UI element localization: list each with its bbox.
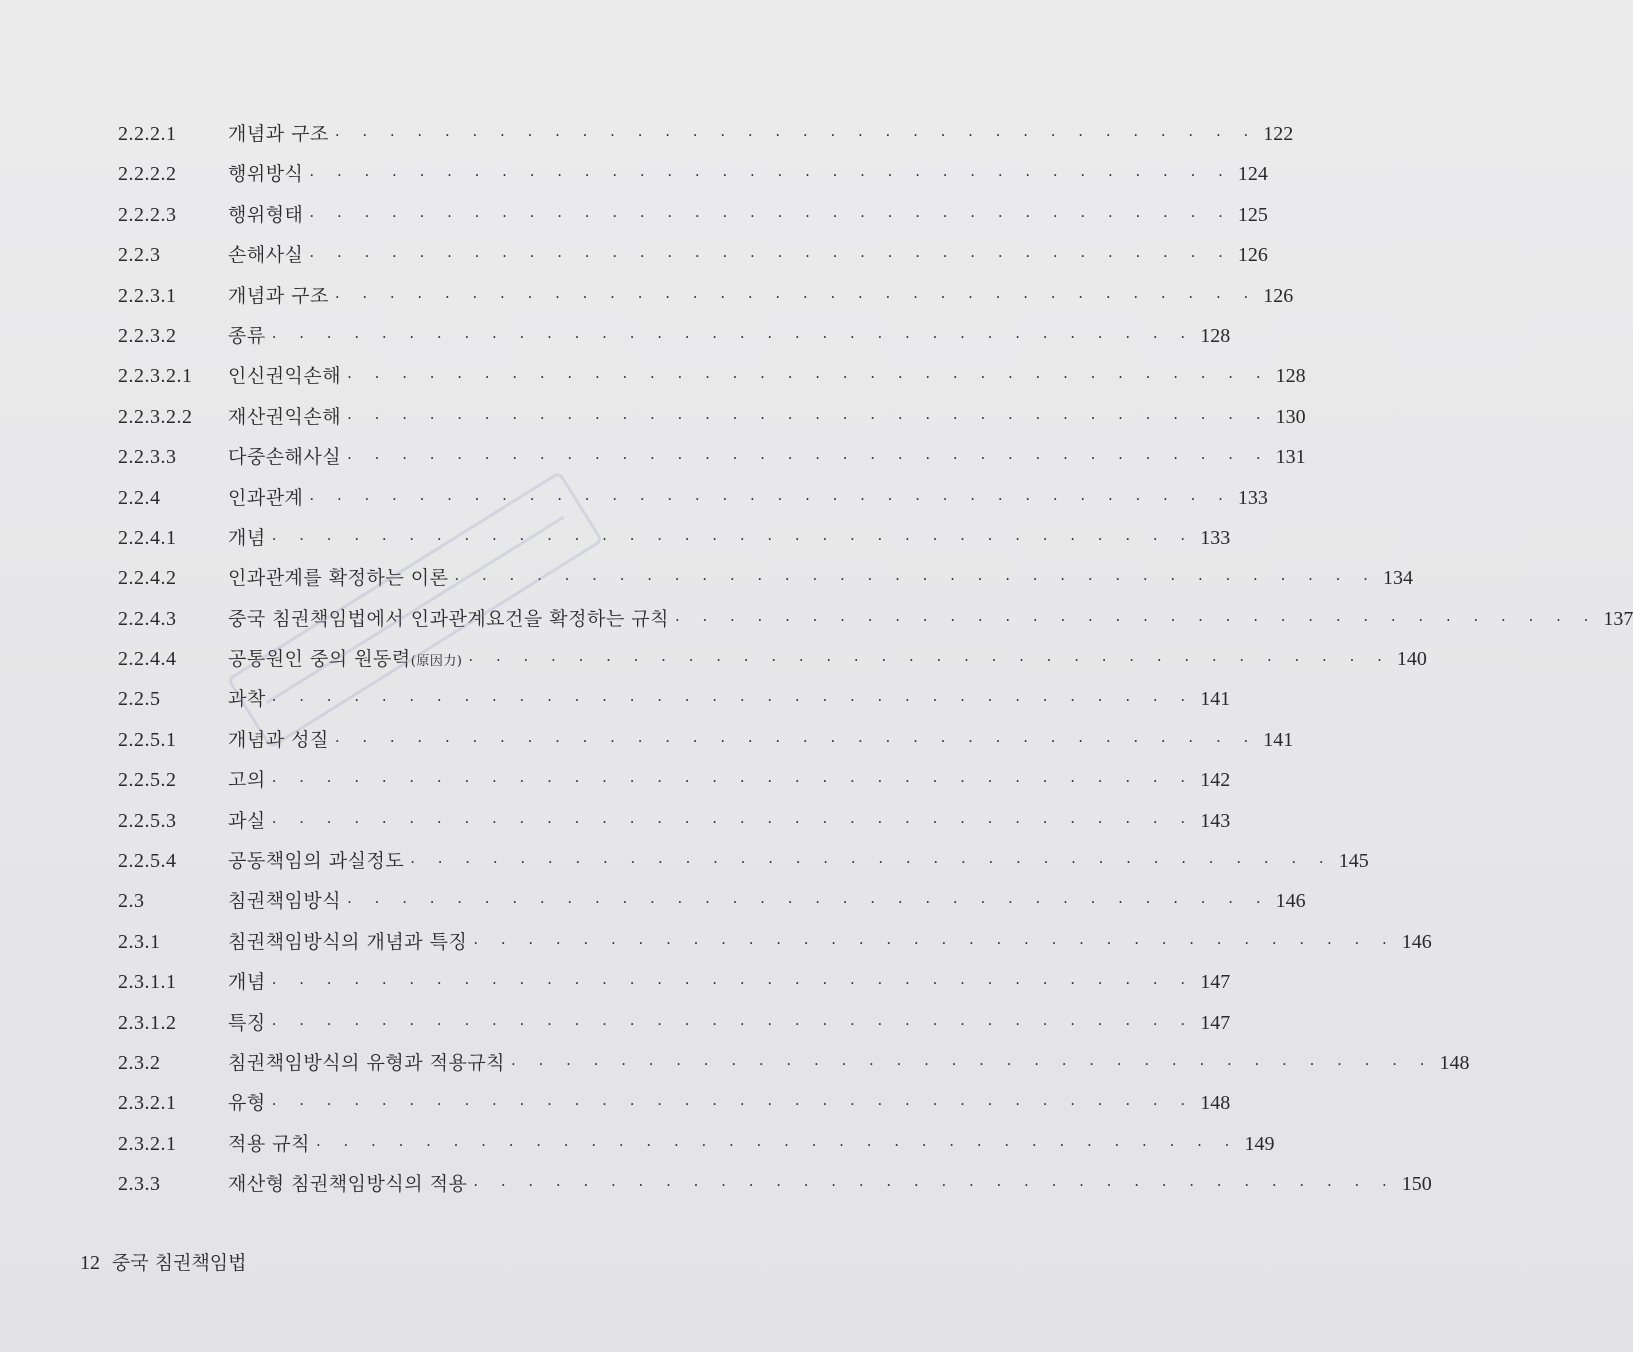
toc-entry-number: 2.2.2.2 [118, 163, 177, 186]
toc-dot-leader: · · · · · · · · · · · · · · · · · · · · · · · · · · · · · · · · · · [473, 933, 1396, 952]
toc-entry-page: 145 [1338, 850, 1369, 873]
toc-entry-page: 125 [1237, 203, 1268, 226]
toc-dot-leader: · · · · · · · · · · · · · · · · · · · · · · · · · · · · · · · · · · [347, 408, 1270, 427]
toc-entry-title [228, 720, 329, 760]
toc-dot-leader: · · · · · · · · · · · · · · · · · · · · · · · · · · · · · · · · · · [309, 247, 1232, 266]
toc-entry-title [228, 195, 303, 235]
toc-entry-title-text: 과착 [228, 688, 266, 711]
toc-entry [118, 1124, 1275, 1164]
toc-entry-page: 140 [1396, 648, 1427, 671]
toc-dot-leader: · · · · · · · · · · · · · · · · · · · · · · · · · · · · · · · · · · [271, 327, 1195, 346]
toc-entry-number: 2.2.5.2 [118, 769, 177, 792]
page-footer [80, 1248, 247, 1275]
toc-entry-number: 2.2.3.2 [118, 324, 177, 347]
toc-entry-number: 2.2.4 [118, 486, 161, 509]
toc-entry-number: 2.2.4.2 [118, 567, 177, 590]
toc-entry-title [228, 679, 266, 719]
toc-entry-page: 147 [1200, 971, 1231, 994]
toc-entry-title [228, 1003, 266, 1043]
toc-entry-title [228, 518, 266, 558]
toc-entry-title-text: 공동책임의 과실정도 [228, 850, 405, 873]
toc-dot-leader: · · · · · · · · · · · · · · · · · · · · · · · · · · · · · · · · · · [271, 1095, 1195, 1114]
toc-dot-leader: · · · · · · · · · · · · · · · · · · · · · · · · · · · · · · · · · · [271, 812, 1195, 831]
toc-entry-title [228, 276, 329, 316]
toc-entry-title-text: 공통원인 중의 원동력 [228, 648, 411, 671]
toc-entry-title [228, 801, 266, 841]
toc-entry-number: 2.3.1.2 [118, 1011, 177, 1034]
toc-entry-page: 148 [1200, 1092, 1231, 1115]
toc-entry [118, 356, 1306, 396]
toc-entry-number: 2.2.2.1 [118, 123, 177, 145]
toc-entry-title-text: 개념과 구조 [228, 123, 329, 145]
toc-entry-title-text: 종류 [228, 324, 266, 347]
toc-entry-title-text: 인과관계 [228, 486, 304, 509]
toc-entry-title [228, 1124, 310, 1164]
toc-dot-leader: · · · · · · · · · · · · · · · · · · · · · · · · · · · · · · · · · · [468, 651, 1391, 670]
toc-dot-leader: · · · · · · · · · · · · · · · · · · · · · · · · · · · · · · · · · · [334, 126, 1258, 144]
toc-entry-title [228, 235, 303, 275]
toc-entry-title [228, 962, 266, 1002]
toc-entry-number: 2.2.4.4 [118, 648, 177, 671]
toc-entry [118, 801, 1231, 841]
toc-entry-title [228, 558, 448, 598]
toc-entry-title-text: 행위형태 [228, 203, 304, 226]
toc-entry-number: 2.2.3.2.2 [118, 405, 193, 428]
toc-entry-title [228, 639, 462, 682]
toc-entry-page: 128 [1200, 324, 1231, 347]
toc-entry-number: 2.3.1 [118, 930, 161, 953]
toc-entry [118, 962, 1231, 1002]
toc-dot-leader: · · · · · · · · · · · · · · · · · · · · · · · · · · · · · · · · · · [347, 449, 1270, 468]
toc-entry-page: 133 [1200, 526, 1231, 549]
toc-entry [118, 558, 1413, 598]
toc-entry [118, 881, 1306, 921]
toc-entry-page: 143 [1200, 809, 1231, 832]
toc-entry-title [228, 760, 266, 800]
toc-entry [118, 154, 1268, 194]
toc-entry-page: 128 [1275, 365, 1306, 388]
toc-dot-leader: · · · · · · · · · · · · · · · · · · · · · · · · · · · · · · · · · · [309, 166, 1232, 185]
table-of-contents [118, 114, 1633, 1205]
toc-entry [118, 760, 1231, 800]
toc-entry-page: 148 [1439, 1051, 1470, 1074]
toc-dot-leader: · · · · · · · · · · · · · · · · · · · · · · · · · · · · · · · · · · [511, 1054, 1434, 1073]
toc-entry-page: 126 [1263, 284, 1294, 307]
toc-entry-number: 2.2.3.3 [118, 446, 177, 469]
toc-dot-leader: · · · · · · · · · · · · · · · · · · · · · · · · · · · · · · · · · · [334, 731, 1258, 750]
toc-entry-number: 2.3.2.1 [118, 1132, 177, 1155]
toc-entry-number: 2.2.4.3 [118, 607, 177, 630]
toc-dot-leader: · · · · · · · · · · · · · · · · · · · · · · · · · · · · · · · · · · [410, 853, 1333, 872]
toc-entry-title-text: 과실 [228, 809, 266, 832]
toc-dot-leader: · · · · · · · · · · · · · · · · · · · · · · · · · · · · · · · · · · [454, 570, 1377, 589]
toc-entry-number: 2.2.3 [118, 244, 161, 267]
toc-entry-title-text: 인신권익손해 [228, 365, 342, 388]
toc-entry-title-text: 손해사실 [228, 244, 304, 267]
toc-entry [118, 1043, 1470, 1083]
toc-entry-page: 131 [1275, 446, 1306, 469]
toc-entry-title [228, 478, 303, 518]
toc-entry-page: 146 [1275, 890, 1306, 913]
toc-dot-leader: · · · · · · · · · · · · · · · · · · · · · · · · · · · · · · · · · · [271, 772, 1195, 791]
toc-entry-title-text: 개념 [228, 971, 266, 994]
toc-entry-number: 2.3.3 [118, 1173, 161, 1196]
toc-entry-number: 2.2.5.3 [118, 809, 177, 832]
toc-entry-title-text: 다중손해사실 [228, 446, 342, 469]
toc-dot-leader: · · · · · · · · · · · · · · · · · · · · · · · · · · · · · · · · · · [347, 893, 1270, 912]
toc-dot-leader: · · · · · · · · · · · · · · · · · · · · · · · · · · · · · · · · · · [271, 1014, 1195, 1033]
toc-entry-title-text: 침권책임방식 [228, 890, 342, 913]
toc-entry-title-note: (原因力) [410, 654, 463, 670]
toc-entry-page: 130 [1275, 405, 1306, 428]
toc-dot-leader: · · · · · · · · · · · · · · · · · · · · · · · · · · · · · · · · · · [309, 206, 1232, 225]
toc-entry-page: 141 [1263, 728, 1294, 751]
toc-entry [118, 922, 1432, 962]
toc-entry-title [228, 922, 467, 962]
toc-entry-title-text: 고의 [228, 769, 266, 792]
toc-entry-title [228, 1043, 505, 1083]
toc-entry-number: 2.3.1.1 [118, 971, 177, 994]
toc-dot-leader: · · · · · · · · · · · · · · · · · · · · · · · · · · · · · · · · · · [271, 691, 1195, 710]
toc-entry-title-text: 개념과 성질 [228, 728, 329, 751]
toc-entry-title [228, 599, 669, 639]
toc-entry-number: 2.3.2.1 [118, 1092, 177, 1115]
toc-dot-leader: · · · · · · · · · · · · · · · · · · · · · · · · · · · · · · · · · · [334, 287, 1258, 306]
toc-entry-title [228, 1083, 266, 1123]
footer-book-title: 중국 침권책임법 [112, 1252, 247, 1274]
toc-entry [118, 720, 1294, 760]
toc-entry-title-text: 재산형 침권책임방식의 적용 [228, 1173, 468, 1196]
toc-entry [118, 1003, 1231, 1043]
toc-entry-page: 147 [1200, 1011, 1231, 1034]
toc-entry-page: 124 [1237, 163, 1268, 186]
toc-entry-title-text: 침권책임방식의 유형과 적용규칙 [228, 1051, 506, 1074]
toc-entry [118, 235, 1268, 275]
toc-entry [118, 478, 1268, 518]
toc-entry-page: 126 [1237, 244, 1268, 267]
toc-entry-title-text: 개념 [228, 526, 266, 549]
toc-entry-title-text: 적용 규칙 [228, 1132, 310, 1155]
toc-entry [118, 276, 1294, 316]
toc-entry [118, 1083, 1231, 1123]
toc-entry [118, 114, 1294, 154]
toc-entry-page: 146 [1401, 930, 1432, 953]
toc-entry [118, 437, 1306, 477]
toc-entry-title-text: 개념과 구조 [228, 284, 329, 307]
toc-dot-leader: · · · · · · · · · · · · · · · · · · · · · · · · · · · · · · · · · · [347, 368, 1270, 387]
toc-entry-number: 2.2.5.4 [118, 850, 177, 873]
toc-entry-title [228, 356, 341, 396]
toc-entry-number: 2.2.3.1 [118, 284, 177, 307]
toc-entry-page: 134 [1382, 567, 1413, 590]
toc-entry-page: 141 [1200, 688, 1231, 711]
toc-entry [118, 599, 1633, 639]
toc-entry [118, 518, 1231, 558]
toc-entry [118, 1164, 1432, 1204]
toc-entry-title [228, 154, 303, 194]
toc-entry-title [228, 841, 404, 881]
toc-entry-number: 2.3 [118, 890, 145, 913]
toc-entry-page: 133 [1237, 486, 1268, 509]
toc-entry [118, 316, 1231, 356]
toc-entry-page: 122 [1263, 123, 1294, 145]
toc-entry-title-text: 인과관계를 확정하는 이론 [228, 567, 449, 590]
toc-entry-title-text: 침권책임방식의 개념과 특징 [228, 930, 468, 953]
toc-entry-title-text: 행위방식 [228, 163, 304, 186]
toc-entry-page: 137 [1603, 607, 1633, 630]
toc-dot-leader: · · · · · · · · · · · · · · · · · · · · · · · · · · · · · · · · · · [271, 974, 1195, 993]
toc-entry-title [228, 316, 266, 356]
toc-entry-number: 2.3.2 [118, 1051, 161, 1074]
toc-dot-leader: · · · · · · · · · · · · · · · · · · · · · · · · · · · · · · · · · · [271, 529, 1195, 548]
toc-entry-title [228, 881, 341, 921]
toc-entry [118, 195, 1268, 235]
toc-entry-title [228, 397, 341, 437]
toc-entry-title [228, 1164, 467, 1204]
toc-entry [118, 841, 1369, 881]
toc-entry-number: 2.2.2.3 [118, 203, 177, 226]
toc-entry-number: 2.2.5 [118, 688, 161, 711]
toc-entry-page: 149 [1244, 1132, 1275, 1155]
toc-entry-title [228, 114, 329, 154]
footer-page-number: 12 [80, 1252, 100, 1274]
toc-entry-title-text: 중국 침권책임법에서 인과관계요건을 확정하는 규칙 [228, 607, 669, 630]
toc-dot-leader: · · · · · · · · · · · · · · · · · · · · · · · · · · · · · · · · · · [473, 1176, 1396, 1195]
toc-entry [118, 639, 1427, 679]
toc-entry-page: 142 [1200, 769, 1231, 792]
toc-entry [118, 397, 1306, 437]
toc-entry-number: 2.2.5.1 [118, 728, 177, 751]
toc-entry-page: 150 [1401, 1173, 1432, 1196]
toc-entry [118, 679, 1231, 719]
toc-entry-title [228, 437, 341, 477]
toc-entry-number: 2.2.3.2.1 [118, 365, 193, 388]
toc-dot-leader: · · · · · · · · · · · · · · · · · · · · · · · · · · · · · · · · · · [309, 489, 1232, 508]
toc-entry-title-text: 유형 [228, 1092, 266, 1115]
toc-dot-leader: · · · · · · · · · · · · · · · · · · · · · · · · · · · · · · · · · · [674, 610, 1598, 629]
toc-dot-leader: · · · · · · · · · · · · · · · · · · · · · · · · · · · · · · · · · · [315, 1135, 1239, 1154]
toc-entry-title-text: 특징 [228, 1011, 266, 1034]
toc-entry-title-text: 재산권익손해 [228, 405, 342, 428]
toc-entry-number: 2.2.4.1 [118, 526, 177, 549]
